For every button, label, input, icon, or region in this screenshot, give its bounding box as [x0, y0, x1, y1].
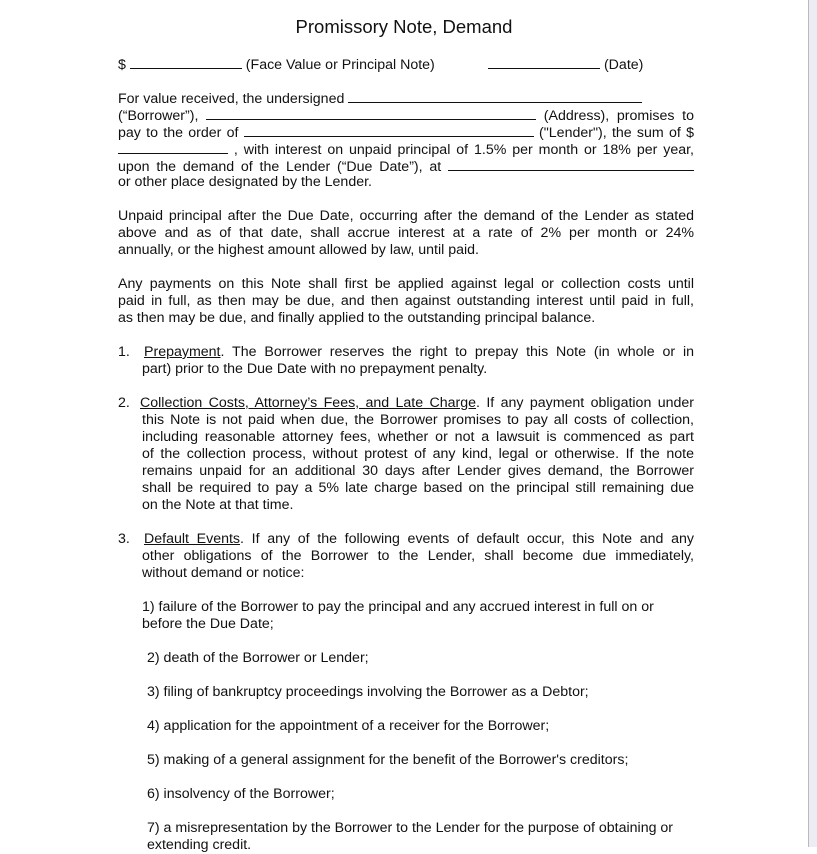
section-3-line-3: without demand or notice: — [142, 565, 305, 581]
section-2-line-4: of the collection process, without protest of any kind, legal or otherwise. If the note — [142, 446, 694, 462]
face-value-blank[interactable] — [130, 55, 242, 69]
section-2-text: . If any payment obligation under — [476, 395, 694, 411]
event-3: 3) filing of bankruptcy proceedings involving the Borrower as a Debtor; — [147, 684, 589, 700]
section-1-line-2: part) prior to the Due Date with no prepayment penalty. — [142, 361, 488, 377]
p1-text: upon the demand of the Lender (“Due Date”), at — [118, 159, 442, 175]
p2-line-1: Unpaid principal after the Due Date, occurring after the demand of the Lender as stated — [118, 208, 694, 224]
document-title: Promissory Note, Demand — [295, 16, 513, 37]
section-1-text: . The Borrower reserves the right to prepay this Note (in whole or in — [220, 344, 694, 360]
event-6: 6) insolvency of the Borrower; — [147, 786, 335, 802]
section-2-line-6: shall be required to pay a 5% late charge based on the principal still remaining due — [142, 480, 694, 496]
section-2-line-3: including reasonable attorney fees, whether or not a lawsuit is commenced as part — [142, 429, 694, 445]
sum-blank[interactable] — [118, 140, 228, 154]
face-value-label: (Face Value or Principal Note) — [245, 57, 435, 73]
section-3-heading: Default Events — [144, 531, 241, 547]
event-1-line-1: 1) failure of the Borrower to pay the principal and any accrued interest in full on or — [142, 599, 654, 615]
p2-line-3: annually, or the highest amount allowed by law, until paid. — [118, 242, 479, 258]
face-value-line — [118, 55, 435, 74]
event-1-line-2: before the Due Date; — [142, 616, 274, 632]
borrower-name-blank[interactable] — [348, 89, 642, 103]
p3-line-3: as then may be due, and finally applied to the outstanding principal balance. — [118, 310, 596, 326]
p3-line-2: paid in full, as then may be due, and then against outstanding interest until paid in full, — [118, 293, 694, 309]
p1-text: (“Borrower”), — [118, 108, 199, 124]
payment-place-blank[interactable] — [448, 157, 694, 171]
date-line — [488, 55, 643, 74]
section-1-number: 1. — [118, 344, 130, 360]
dollar-sign: $ — [118, 57, 126, 73]
section-3-number: 3. — [118, 531, 130, 547]
p1-text: , with interest on unpaid principal of 1.5% per month or 18% per year, — [233, 142, 694, 158]
section-1-heading: Prepayment — [144, 344, 221, 360]
p1-text: (Address), promises to — [543, 108, 694, 124]
section-3-line-1 — [144, 531, 694, 548]
section-3-line-2: other obligations of the Borrower to the Lender, shall become due immediately, — [142, 548, 694, 564]
p2-line-2: above and as of that date, shall accrue interest at a rate of 2% per month or 24% — [118, 225, 694, 241]
event-4: 4) application for the appointment of a receiver for the Borrower; — [147, 718, 550, 734]
section-2-line-5: remains unpaid for an additional 30 days after Lender gives demand, the Borrower — [142, 463, 694, 479]
section-2-line-2: this Note is not paid when due, the Borrower promises to pay all costs of collection, — [142, 412, 694, 428]
p1-text: pay to the order of — [118, 125, 239, 141]
date-blank[interactable] — [488, 55, 600, 69]
event-7-line-2: extending credit. — [147, 837, 252, 853]
event-2: 2) death of the Borrower or Lender; — [147, 650, 369, 666]
date-label: (Date) — [603, 57, 644, 73]
event-5: 5) making of a general assignment for the benefit of the Borrower's creditors; — [147, 752, 629, 768]
event-7-line-1: 7) a misrepresentation by the Borrower to the Lender for the purpose of obtaining or — [147, 820, 674, 836]
section-2-line-7: on the Note at that time. — [142, 497, 294, 513]
address-blank[interactable] — [206, 106, 536, 120]
p3-line-1: Any payments on this Note shall first be applied against legal or collection costs until — [118, 276, 694, 292]
section-2-heading: Collection Costs, Attorney’s Fees, and Late Charge — [140, 395, 477, 411]
lender-name-blank[interactable] — [244, 123, 534, 137]
section-1-line-1 — [144, 344, 694, 361]
p1-text: ("Lender"), the sum of $ — [539, 125, 694, 141]
p1-line-6: or other place designated by the Lender. — [118, 174, 372, 190]
p1-text: For value received, the undersigned — [118, 91, 345, 107]
window-edge — [808, 0, 817, 847]
section-2-number: 2. — [118, 395, 130, 411]
section-2-line-1 — [140, 395, 694, 412]
section-3-text: . If any of the following events of default occur, this Note and any — [240, 531, 694, 547]
